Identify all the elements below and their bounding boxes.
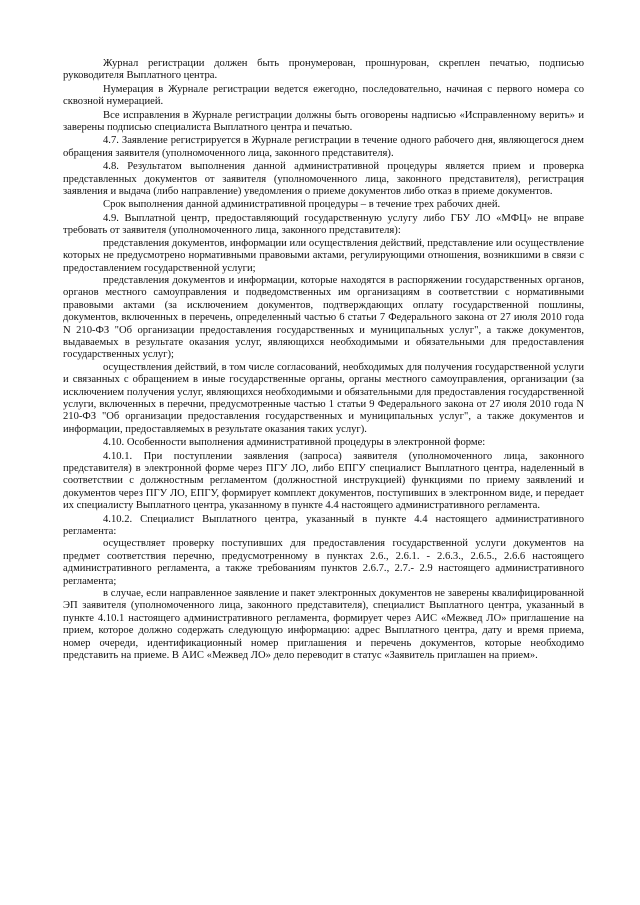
paragraph-4-9: 4.9. Выплатной центр, предоставляющий государственную услугу либо ГБУ ЛО «МФЦ» не вправе требовать от заявителя (уполномоченного лица, законного представителя): xyxy=(63,212,584,237)
paragraph-4-10: 4.10. Особенности выполнения административной процедуры в электронной форме: xyxy=(103,437,486,449)
paragraph-journal-signed: Журнал регистрации должен быть пронумерован, прошнурован, скреплен печатью, подписью руководителя Выплатного центра. xyxy=(63,58,584,82)
paragraph-4-9-item-2: представления документов и информации, которые находятся в распоряжении государственных органов, органов местного самоуправления и подведомственных им организациям в соответствии с нормативными правовыми актами (за исключением документов, подтверждающих оплату государственной пошлины, документов, включенных в перечень, определенный частью 6 статьи 7 Федерального закона от 27 июля 2010 года N 210-ФЗ "Об организации предоставления государственных и муниципальных услуг", а также документов, выдаваемых в результате оказания услуг, являющихся необходимыми и обязательными для предоставления государственных услуг); xyxy=(63,274,584,361)
paragraph-deadline: Срок выполнения данной административной процедуры – в течение трех рабочих дней. xyxy=(103,199,501,211)
paragraph-4-10-2-item-2: в случае, если направленное заявление и пакет электронных документов не заверены квалифицированной ЭП заявителя (уполномоченного лица, законного представителя), специалист Выплатного центра, указанный в пункте 4.10.1 настоящего административного регламента, формирует через АИС «Межвед ЛО» приглашение на прием, которое должно содержать следующую информацию: адрес Выплатного центра, дату и время приема, номер очереди, идентификационный номер приглашения и перечень документов, которые необходимо представить на приеме. В АИС «Межвед ЛО» дело переводит в статус «Заявитель приглашен на прием». xyxy=(63,588,584,662)
paragraph-4-10-2-item-1: осуществляет проверку поступивших для предоставления государственной услуги документов на предмет соответствия перечню, предусмотренному в пунктах 2.6., 2.6.1. - 2.6.3., 2.6.5., 2.6.6 настоящего административного регламента, а также требованиям пунктов 2.6.7., 2.7.- 2.9 настоящего административного регламента; xyxy=(63,538,584,587)
paragraph-4-7: 4.7. Заявление регистрируется в Журнале регистрации в течение одного рабочего дня, являющегося днем обращения заявителя (уполномоченного лица, законного представителя). xyxy=(63,135,584,159)
paragraph-journal-numbering: Нумерация в Журнале регистрации ведется ежегодно, последовательно, начиная с первого номера со сквозной нумерацией. xyxy=(63,83,584,108)
paragraph-4-9-item-3: осуществления действий, в том числе согласований, необходимых для получения государственной услуги и связанных с обращением в иные государственные органы, органы местного самоуправления, организации (за исключением получения услуг, являющихся необходимыми и обязательными для предоставления государственной услуги, включенных в перечни, предусмотренные частью 1 статьи 9 Федерального закона от 27 июля 2010 года N 210-ФЗ "Об организации предоставления государственных и муниципальных услуг", а также документов и информации, предоставляемых в результате оказания таких услуг). xyxy=(63,361,584,435)
paragraph-4-10-1: 4.10.1. При поступлении заявления (запроса) заявителя (уполномоченного лица, законного представителя) в электронной форме через ПГУ ЛО, либо ЕПГУ специалист Выплатного центра, наделенный в соответствии с должностным регламентом (должностной инструкцией) функциями по приему заявлений и документов через ПГУ ЛО, ЕПГУ, формирует комплект документов, поступивших в электронном виде, и передает их специалисту Выплатного центра, указанному в пункте 4.4 настоящего административного регламента. xyxy=(63,450,584,512)
paragraph-4-8: 4.8. Результатом выполнения данной административной процедуры является прием и проверка представленных документов от заявителя (уполномоченного лица, законного представителя), регистрация заявления и выдача (либо направление) уведомления о приеме документов либо отказ в приеме документов. xyxy=(63,161,584,198)
paragraph-4-9-item-1: представления документов, информации или осуществления действий, представление или осуществление которых не предусмотрено нормативными правовыми актами, регулирующими отношения, возникшими в связи с предоставлением государственной услуги; xyxy=(63,237,584,274)
paragraph-4-10-2: 4.10.2. Специалист Выплатного центра, указанный в пункте 4.4 настоящего административного регламента: xyxy=(63,513,584,538)
paragraph-journal-corrections: Все исправления в Журнале регистрации должны быть оговорены надписью «Исправленному верить» и заверены подписью специалиста Выплатного центра и печатью. xyxy=(63,109,584,134)
